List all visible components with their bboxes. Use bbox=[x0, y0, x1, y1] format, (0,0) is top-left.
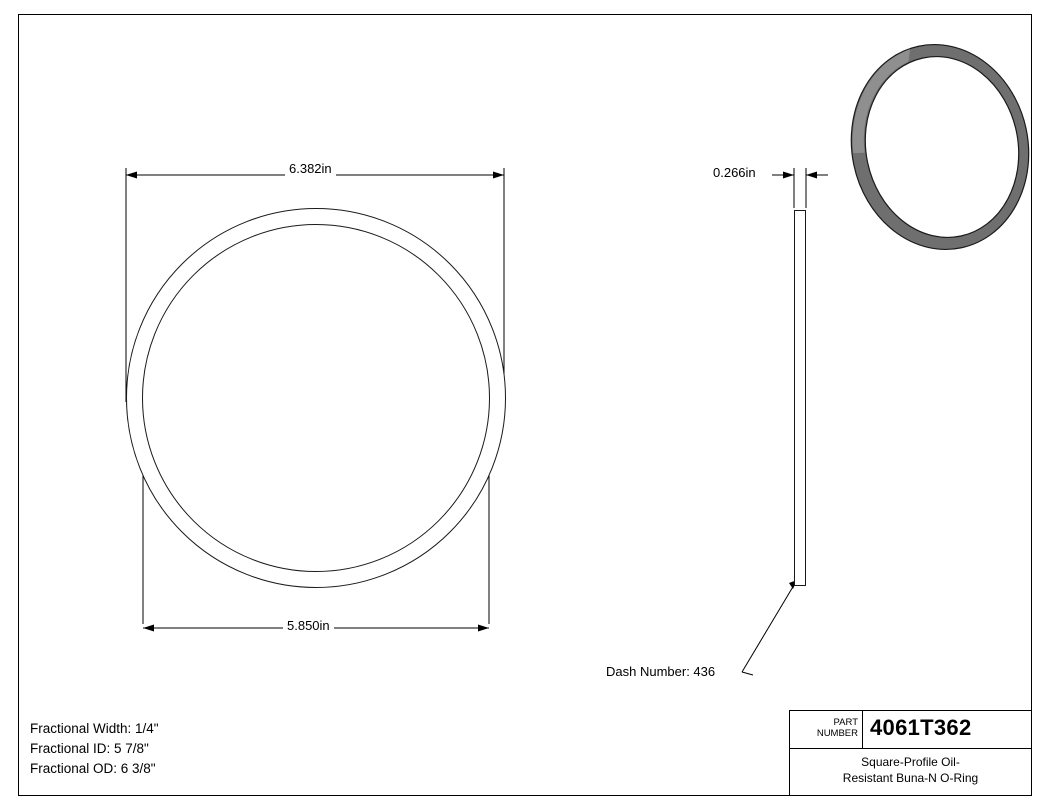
od-dimension-label: 6.382in bbox=[285, 161, 336, 176]
title-block bbox=[789, 710, 1032, 796]
dash-number-leader bbox=[742, 580, 797, 672]
od-arrow-right bbox=[493, 172, 504, 179]
width-arrow-right bbox=[806, 172, 817, 179]
title-block-divider bbox=[862, 711, 863, 748]
part-label-line1: PART bbox=[833, 717, 858, 728]
oring-inner-circle bbox=[142, 224, 490, 572]
width-dimension-label: 0.266in bbox=[709, 165, 760, 180]
description-line2: Resistant Buna-N O-Ring bbox=[842, 771, 979, 785]
title-block-top-row bbox=[790, 711, 1031, 749]
dash-number-callout: Dash Number: 436 bbox=[606, 664, 716, 679]
id-arrow-right bbox=[478, 625, 489, 632]
dash-number-leader-tail bbox=[742, 672, 753, 675]
part-label-line2: NUMBER bbox=[816, 728, 858, 739]
od-arrow-left bbox=[126, 172, 137, 179]
description-line1: Square-Profile Oil- bbox=[861, 755, 960, 769]
part-number-value: 4061T362 bbox=[870, 715, 972, 740]
id-arrow-left bbox=[143, 625, 154, 632]
part-number-label bbox=[796, 717, 858, 739]
fractional-id-note: Fractional ID: 5 7/8" bbox=[30, 741, 149, 756]
fractional-width-note: Fractional Width: 1/4" bbox=[30, 721, 159, 736]
product-description bbox=[790, 749, 1031, 786]
fractional-notes bbox=[30, 719, 159, 779]
width-arrow-left bbox=[783, 172, 794, 179]
isometric-oring-view bbox=[845, 40, 1040, 255]
oring-side-profile bbox=[794, 210, 806, 586]
id-dimension-label: 5.850in bbox=[283, 618, 334, 633]
fractional-od-note: Fractional OD: 6 3/8" bbox=[30, 761, 156, 776]
